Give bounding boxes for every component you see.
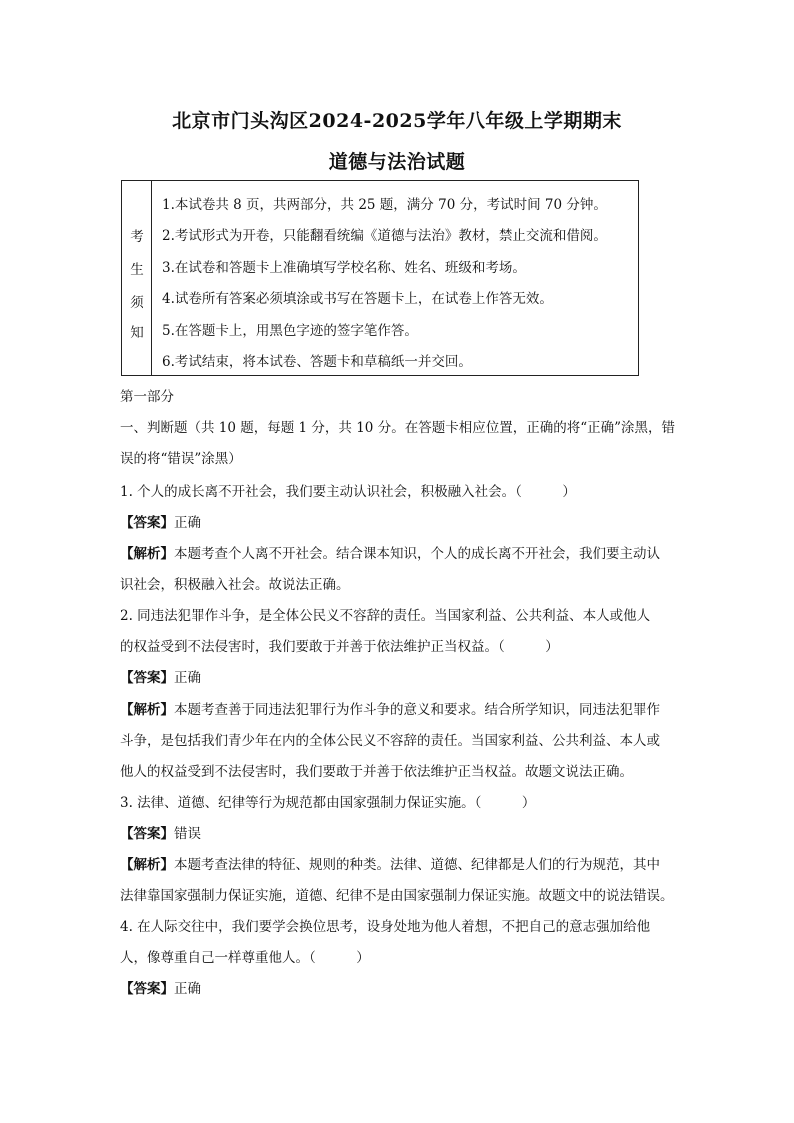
analysis-text: 法律靠国家强制力保证实施，道德、纪律不是由国家强制力保证实施。故题文中的说法错误。 <box>120 888 674 904</box>
question-1-text: 1. 个人的成长离不开社会，我们要主动认识社会，积极融入社会。（ ） <box>120 484 576 500</box>
notice-item: 4.试卷所有答案必须填涂或书写在答题卡上，在试卷上作答无效。 <box>162 291 553 307</box>
answer-tag: 【答案】 <box>120 515 174 531</box>
question-2-analysis <box>120 698 660 718</box>
notice-item: 1.本试卷共 8 页，共两部分，共 25 题，满分 70 分，考试时间 70 分钟。 <box>162 197 607 213</box>
question-4-answer <box>120 977 201 997</box>
notice-item: 3.在试卷和答题卡上准确填写学校名称、姓名、班级和考场。 <box>162 260 526 276</box>
part-heading: 第一部分 <box>120 389 174 405</box>
answer-value: 正确 <box>174 670 201 686</box>
analysis-text: 他人的权益受到不法侵害时，我们要敢于并善于依法维护正当权益。故题文说法正确。 <box>120 764 633 780</box>
question-3-answer <box>120 822 201 842</box>
question-1-answer <box>120 511 201 531</box>
answer-tag: 【答案】 <box>120 981 174 997</box>
answer-value: 错误 <box>174 826 201 842</box>
notice-item: 5.在答题卡上，用黑色字迹的签字笔作答。 <box>162 323 418 339</box>
candidate-notice-box <box>121 180 639 376</box>
analysis-tag: 【解析】 <box>120 702 174 718</box>
question-4-text: 4. 在人际交往中，我们要学会换位思考，设身处地为他人着想，不把自己的意志强加给他 <box>120 919 651 935</box>
exam-title: 北京市门头沟区2024-2025学年八年级上学期期末 <box>172 110 622 132</box>
analysis-text: 本题考查法律的特征、规则的种类。法律、道德、纪律都是人们的行为规范，其中 <box>174 857 660 873</box>
exam-subject-title: 道德与法治试题 <box>328 151 466 173</box>
question-4-text: 人，像尊重自己一样尊重他人。（ ） <box>120 950 370 966</box>
analysis-text: 识社会，积极融入社会。故说法正确。 <box>120 577 350 593</box>
question-3-text: 3. 法律、道德、纪律等行为规范都由国家强制力保证实施。（ ） <box>120 795 536 811</box>
analysis-tag: 【解析】 <box>120 546 174 562</box>
notice-label-char: 考 <box>130 229 144 245</box>
answer-tag: 【答案】 <box>120 826 174 842</box>
notice-item: 2.考试形式为开卷，只能翻看统编《道德与法治》教材，禁止交流和借阅。 <box>162 228 607 244</box>
answer-value: 正确 <box>174 515 201 531</box>
analysis-text: 斗争，是包括我们青少年在内的全体公民义不容辞的责任。当国家利益、公共利益、本人或 <box>120 733 660 749</box>
notice-label-column <box>122 181 152 375</box>
section-instruction: 一、判断题（共 10 题，每题 1 分，共 10 分。在答题卡相应位置，正确的将“正确”涂黑，错 <box>120 420 675 436</box>
notice-label-char: 须 <box>130 295 144 311</box>
analysis-tag: 【解析】 <box>120 857 174 873</box>
question-2-text: 2. 同违法犯罪作斗争，是全体公民义不容辞的责任。当国家利益、公共利益、本人或他人 <box>120 608 651 624</box>
question-3-analysis <box>120 853 660 873</box>
answer-value: 正确 <box>174 981 201 997</box>
analysis-text: 本题考查个人离不开社会。结合课本知识，个人的成长离不开社会，我们要主动认 <box>174 546 660 562</box>
answer-tag: 【答案】 <box>120 670 174 686</box>
question-2-text: 的权益受到不法侵害时，我们要敢于并善于依法维护正当权益。（ ） <box>120 639 559 655</box>
notice-label-char: 生 <box>130 262 144 278</box>
analysis-text: 本题考查善于同违法犯罪行为作斗争的意义和要求。结合所学知识，同违法犯罪作 <box>174 702 660 718</box>
notice-item: 6.考试结束，将本试卷、答题卡和草稿纸一并交回。 <box>162 354 472 370</box>
question-2-answer <box>120 666 201 686</box>
section-instruction: 误的将“错误”涂黑） <box>120 451 242 467</box>
question-1-analysis <box>120 542 660 562</box>
notice-label-char: 知 <box>130 325 144 341</box>
